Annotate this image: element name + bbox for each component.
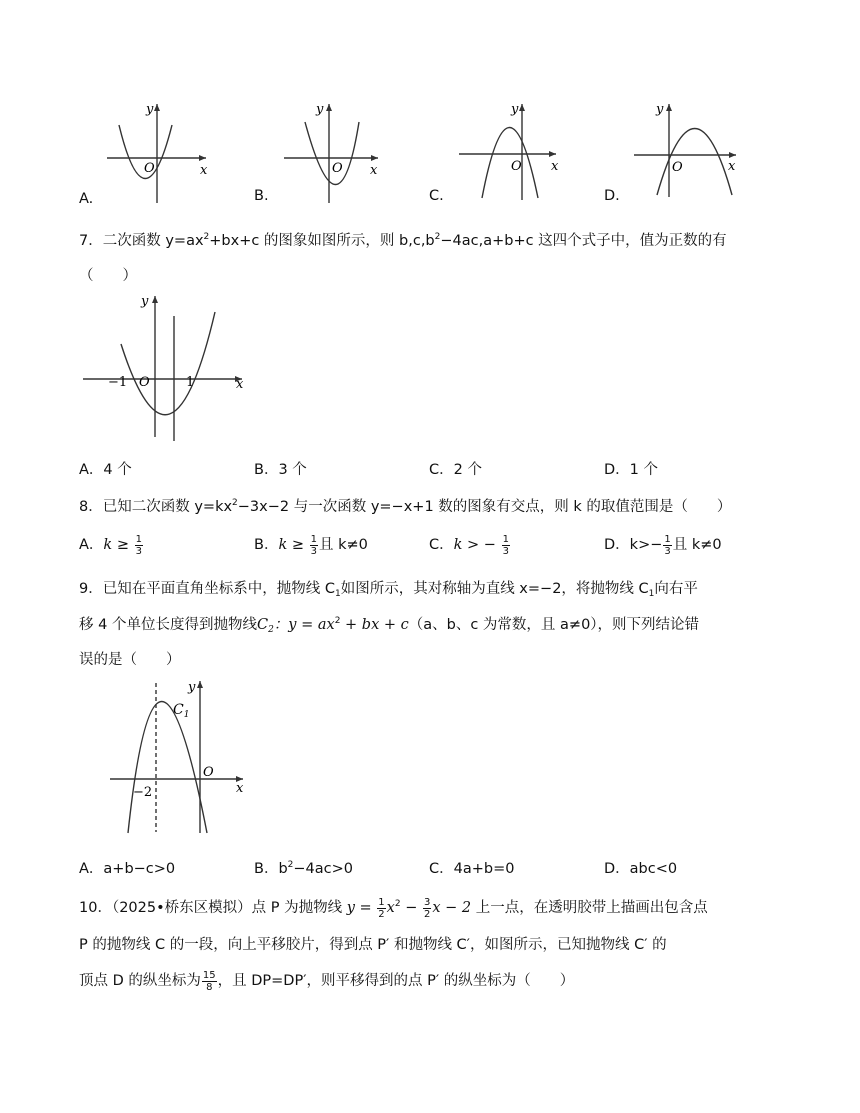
q7-option-c: C．2 个 (429, 462, 482, 478)
q9-option-b: B．$b^2-4ac>0$ (254, 860, 353, 877)
q9-option-d: D．abc<0 (604, 861, 678, 877)
q9-origin-label: O (203, 765, 214, 780)
q6-option-a: A. (79, 191, 94, 207)
q9-stem-line2: 移 4 个单位长度得到抛物线$C_2$：$y = ax^2$ + bx + c（a、b、c 为常数，且 a≠0），则下列结论错 (79, 616, 700, 635)
q7-graph (75, 290, 255, 445)
q6-option-d: D. (604, 188, 620, 204)
q9-x-label: x (236, 781, 244, 796)
q9-c1-label: $C_1$ (173, 702, 190, 720)
graph-c-y-label: y (511, 102, 519, 117)
q7-x-label: x (236, 377, 244, 392)
graph-b-origin-label: O (332, 161, 343, 176)
graph-b-x-label: x (370, 163, 378, 178)
q7-origin-label: O (139, 375, 150, 390)
q8-option-a: A．k ≥ $\frac{1}{3}$ (79, 533, 142, 557)
graph-d-x-label: x (728, 159, 736, 174)
q9-graph (100, 675, 255, 840)
q9-option-a: A．a+b−c>0 (79, 861, 176, 877)
graph-d-origin-label: O (672, 160, 683, 175)
q8-option-b: B．k ≥ $\frac{1}{3}$ 且 k≠0 (254, 533, 368, 557)
graph-a-x-label: x (200, 163, 208, 178)
q10-stem-line1: 10．（2025•桥东区模拟）点 P 为抛物线 y = $\frac{1}{2}$ $x^2$ − $\frac{3}{2}$ x − 2 上一点，在透明胶带上描画出包含点 (79, 896, 708, 920)
graph-a-origin-label: O (144, 161, 155, 176)
q9-neg2-label: −2 (133, 785, 153, 800)
q7-one-label: 1 (186, 375, 195, 390)
q8-option-c: C．k > − $\frac{1}{3}$ (429, 533, 509, 557)
q10-stem-line3: 顶点 D 的纵坐标为 $\frac{15}{8}$ ，且 DP=DP′，则平移得到的点 P′ 的纵坐标为（ ） (79, 969, 575, 993)
q9-stem-line1: 9．已知在平面直角坐标系中，抛物线 $C_1$如图所示，其对称轴为直线 x=−2，将抛物线 $C_1$向右平 (79, 581, 698, 599)
q7-answer-paren: （ ） (79, 268, 137, 284)
q6-option-c: C. (429, 188, 444, 204)
graph-b (284, 104, 378, 203)
q9-y-label: y (188, 680, 196, 695)
q9-stem-line3: 误的是（ ） (79, 652, 181, 668)
q7-stem: 7．二次函数 $y=ax^2+bx+c$ 的图象如图所示，则 $b,c,b^2-4ac,a+b+c$ 这四个式子中，值为正数的有 (79, 232, 727, 249)
q7-y-label: y (141, 294, 149, 309)
q10-stem-line2: P 的抛物线 C 的一段，向上平移胶片，得到点 P′ 和抛物线 C′，如图所示，已知抛物线 C′ 的 (79, 937, 667, 953)
q7-option-d: D．1 个 (604, 462, 658, 478)
q6-option-b: B. (254, 188, 269, 204)
q7-neg1-label: −1 (108, 375, 128, 390)
graph-a-y-label: y (146, 102, 154, 117)
q9-option-c: C．4a+b=0 (429, 861, 515, 877)
graph-c-x-label: x (551, 159, 559, 174)
graph-a (107, 104, 206, 203)
q7-option-b: B．3 个 (254, 462, 307, 478)
graph-b-y-label: y (316, 102, 324, 117)
graph-d (634, 104, 736, 197)
graph-c (459, 104, 556, 200)
q7-option-a: A．4 个 (79, 462, 132, 478)
graph-d-y-label: y (656, 102, 664, 117)
q8-stem: 8．已知二次函数 $y=kx^2-3x-2$ 与一次函数 y=−x+1 数的图象有交点，则 k 的取值范围是（ ） (79, 498, 732, 515)
q8-option-d: D．k>− $\frac{1}{3}$ 且 k≠0 (604, 533, 722, 557)
graph-c-origin-label: O (511, 159, 522, 174)
